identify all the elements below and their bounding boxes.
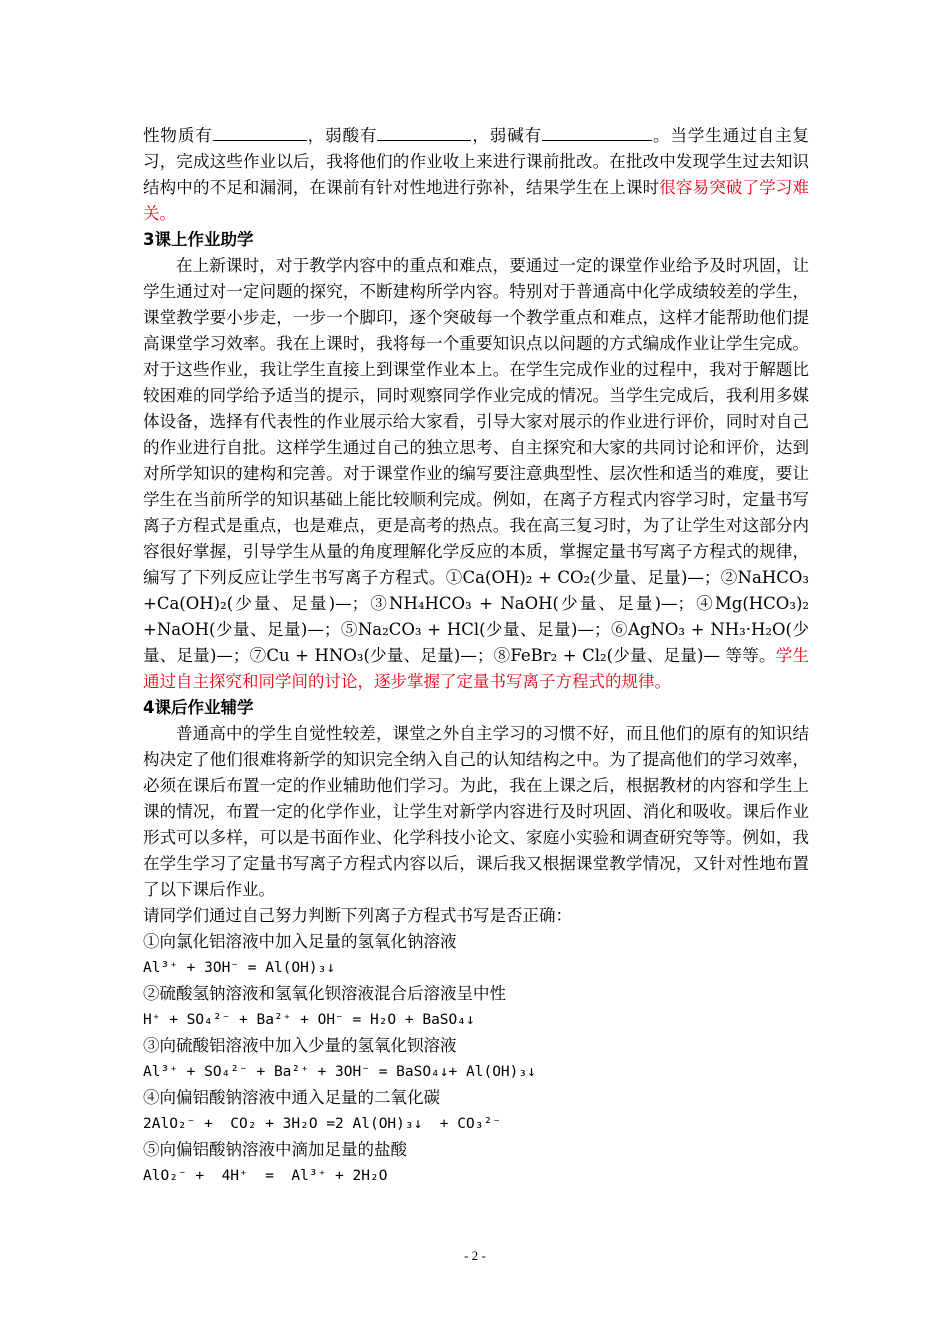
fill-blank-3 <box>542 122 652 141</box>
exercise-prompt: 请同学们通过自己努力判断下列离子方程式书写是否正确： <box>143 906 572 925</box>
exercise-equation: AlO₂⁻ + 4H⁺ = Al³⁺ + 2H₂O <box>143 1168 388 1184</box>
intro-text: 。当学生通过自主复习，完成这些作业以后，我将他们的作业收上来进行课前批改。在批改中发现学生过去知识结构中的不足和漏洞，在课前有针对性地进行弥补，结果学生在上课时 <box>143 126 810 197</box>
highlight-text: 很容易突破了学习难关。 <box>143 178 810 223</box>
exercise-equation: 2AlO₂⁻ + CO₂ + 3H₂O =2 Al(OH)₃↓ + CO₃²⁻ <box>143 1116 501 1132</box>
fill-blank-2 <box>377 122 471 141</box>
section-heading-4: 4课后作业辅学 <box>143 698 254 717</box>
page-number: - 2 - <box>464 1248 486 1263</box>
intro-text: ，弱酸有 <box>306 126 378 145</box>
exercise-equation: H⁺ + SO₄²⁻ + Ba²⁺ + OH⁻ = H₂O + BaSO₄↓ <box>143 1012 475 1028</box>
fill-blank-1 <box>213 122 307 141</box>
exercise-question: ③向硫酸铝溶液中加入少量的氢氧化钡溶液 <box>143 1036 457 1055</box>
section3-paragraph <box>143 253 809 695</box>
document-page <box>143 122 809 1189</box>
exercise-question: ②硫酸氢钠溶液和氢氧化钡溶液混合后溶液呈中性 <box>143 984 506 1003</box>
exercise-question: ⑤向偏铝酸钠溶液中滴加足量的盐酸 <box>143 1140 407 1159</box>
exercise-equation: Al³⁺ + SO₄²⁻ + Ba²⁺ + 3OH⁻ = BaSO₄↓+ Al(OH)₃↓ <box>143 1064 536 1080</box>
highlight-text: 学生通过自主探究和同学间的讨论，逐步掌握了定量书写离子方程式的规律。 <box>143 646 809 691</box>
exercise-question: ④向偏铝酸钠溶液中通入足量的二氧化碳 <box>143 1088 440 1107</box>
intro-paragraph <box>143 122 809 227</box>
exercise-equation: Al³⁺ + 3OH⁻ = Al(OH)₃↓ <box>143 960 336 976</box>
exercise-question: ①向氯化铝溶液中加入足量的氢氧化钠溶液 <box>143 932 457 951</box>
section-heading-3: 3课上作业助学 <box>143 230 254 249</box>
intro-text: ，弱碱有 <box>471 126 543 145</box>
section4-paragraph: 普通高中的学生自觉性较差，课堂之外自主学习的习惯不好，而且他们的原有的知识结构决定了他们很难将新学的知识完全纳入自己的认知结构之中。为了提高他们的学习效率，必须在课后布置一定的作业辅助他们学习。为此，我在上课之后，根据教材的内容和学生上课的情况，布置一定的化学作业，让学生对新学内容进行及时巩固、消化和吸收。课后作业形式可以多样，可以是书面作业、化学科技小论文、家庭小实验和调查研究等等。例如，我在学生学习了定量书写离子方程式内容以后，课后我又根据课堂教学情况，又针对性地布置了以下课后作业。 <box>143 724 809 899</box>
intro-text: 性物质有 <box>143 126 213 145</box>
section3-body: 在上新课时，对于教学内容中的重点和难点，要通过一定的课堂作业给予及时巩固，让学生通过对一定问题的探究，不断建构所学内容。特别对于普通高中化学成绩较差的学生，课堂教学要小步走，一步一个脚印，逐个突破每一个教学重点和难点，这样才能帮助他们提高课堂学习效率。我在上课时，我将每一个重要知识点以问题的方式编成作业让学生完成。对于这些作业，我让学生直接上到课堂作业本上。在学生完成作业的过程中，我对于解题比较困难的同学给予适当的提示，同时观察同学作业完成的情况。当学生完成后，我利用多媒体设备，选择有代表性的作业展示给大家看，引导大家对展示的作业进行评价，同时对自己的作业进行自批。这样学生通过自己的独立思考、自主探究和大家的共同讨论和评价，达到对所学知识的建构和完善。对于课堂作业的编写要注意典型性、层次性和适当的难度，要让学生在当前所学的知识基础上能比较顺利完成。例如，在离子方程式内容学习时，定量书写离子方程式是重点，也是难点，更是高考的热点。我在高三复习时，为了让学生对这部分内容很好掌握，引导学生从量的角度理解化学反应的本质，掌握定量书写离子方程式的规律，编写了下列反应让学生书写离子方程式。①Ca(OH)₂ + CO₂(少量、足量)—；②NaHCO₃ +Ca(OH)₂(少量、足量)—；③NH₄HCO₃ + NaOH(少量、足量)—；④Mg(HCO₃)₂ +NaOH(少量、足量)—；⑤Na₂CO₃ + HCl(少量、足量)—；⑥AgNO₃ + NH₃·H₂O(少量、足量)—；⑦Cu + HNO₃(少量、足量)—；⑧FeBr₂ + Cl₂(少量、足量)— 等等。 <box>143 256 809 665</box>
